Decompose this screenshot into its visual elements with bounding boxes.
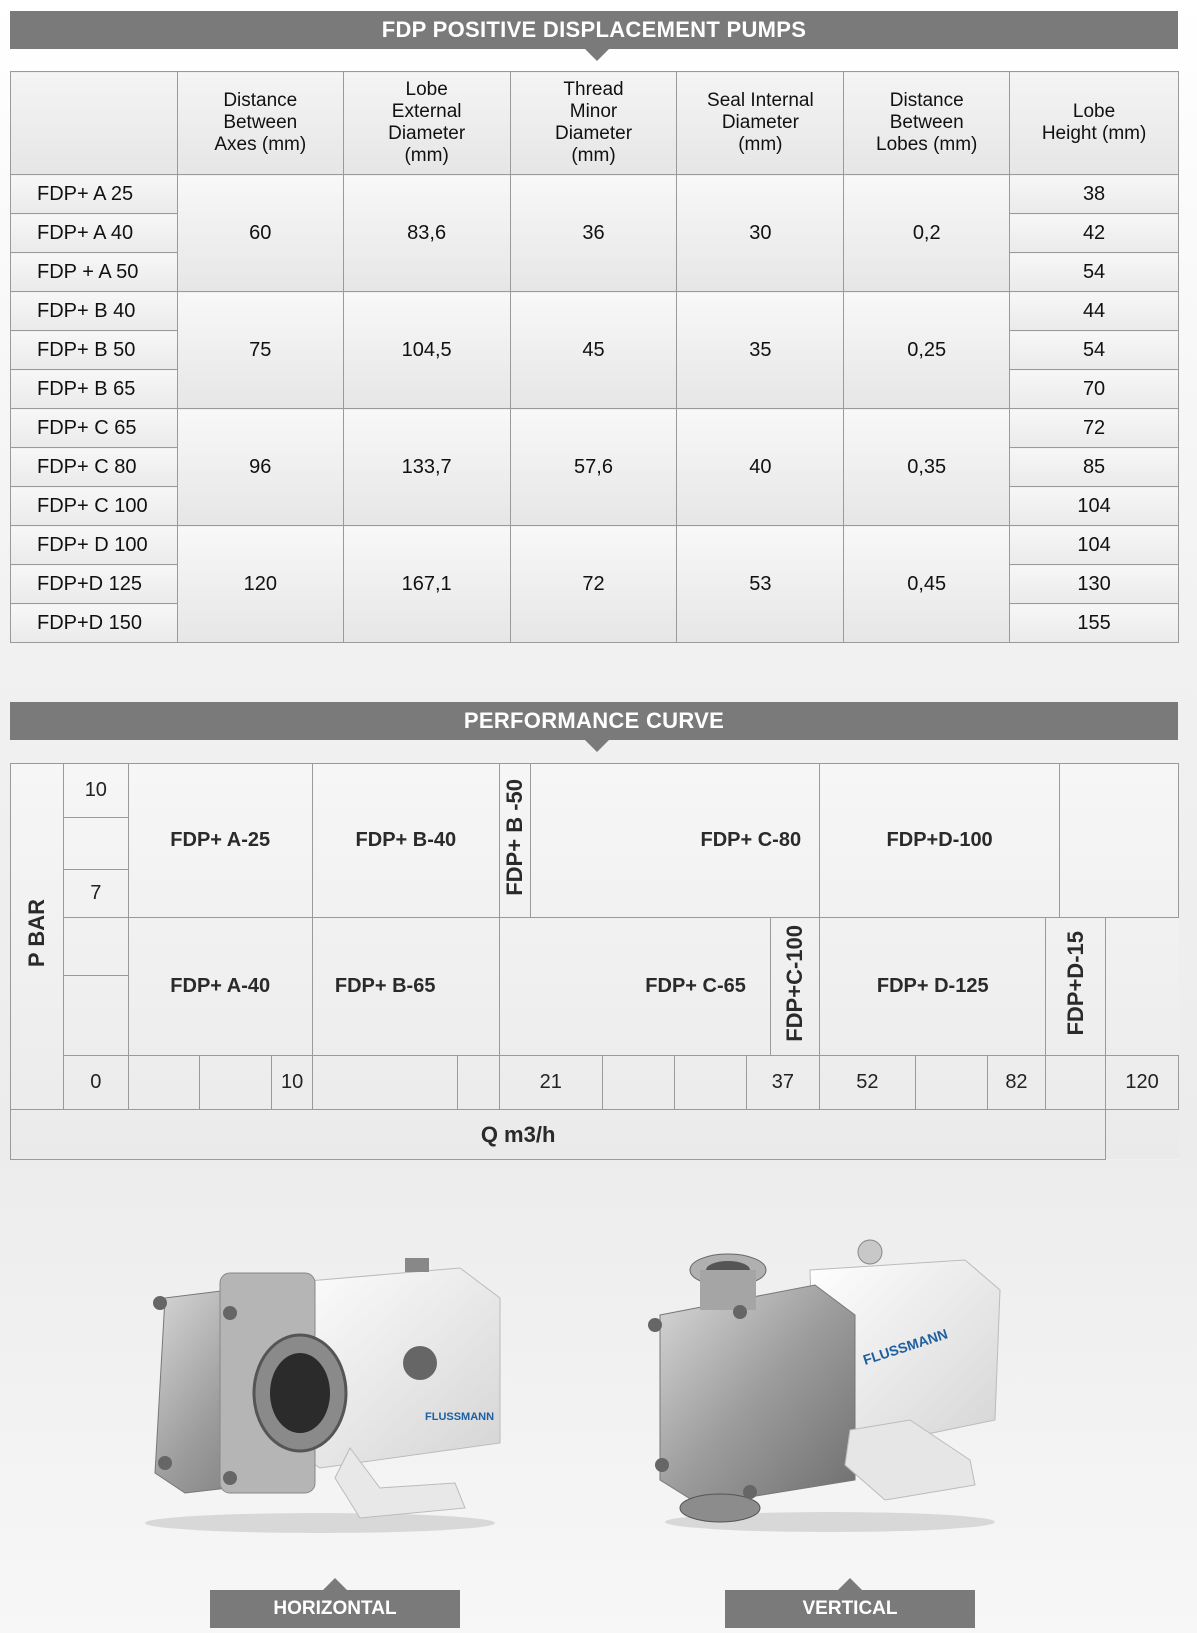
axes-cell: 60: [177, 175, 343, 292]
p-tick: 10: [64, 764, 129, 818]
model-cell: FDP + A 50: [11, 253, 178, 292]
model-cell: FDP+ C 100: [11, 487, 178, 526]
p-tick-empty: [64, 918, 129, 976]
q-tick: 37: [746, 1056, 820, 1110]
q-tick: 52: [820, 1056, 916, 1110]
seal-cell: 53: [677, 526, 844, 643]
region-d100: FDP+D-100: [820, 764, 1060, 918]
q-tick: 120: [1106, 1056, 1179, 1110]
lobes-dist-cell: 0,2: [844, 175, 1010, 292]
x-axis-label: Q m3/h: [11, 1110, 1106, 1160]
pressure-row-10: [11, 764, 1179, 818]
spec-table: [10, 71, 1179, 643]
region-empty-top: [1060, 764, 1179, 918]
q-label-row: [11, 1110, 1179, 1160]
brand-logo: FLUSSMANN: [425, 1411, 495, 1423]
horizontal-label: HORIZONTAL: [210, 1590, 460, 1628]
q-tick: [602, 1056, 674, 1110]
thread-cell: 72: [510, 526, 677, 643]
y-axis-label: P BAR: [24, 899, 50, 968]
height-cell: 155: [1010, 604, 1179, 643]
lobe-ext-cell: 104,5: [343, 292, 510, 409]
model-cell: FDP+ B 40: [11, 292, 178, 331]
table-row: [11, 409, 1179, 448]
lobes-dist-cell: 0,45: [844, 526, 1010, 643]
table-row: [11, 526, 1179, 565]
spec-title: FDP POSITIVE DISPLACEMENT PUMPS: [381, 17, 807, 42]
model-cell: FDP+ A 40: [11, 214, 178, 253]
height-cell: 130: [1010, 565, 1179, 604]
axes-cell: 120: [177, 526, 343, 643]
q-axis-row: [11, 1056, 1179, 1110]
model-cell: FDP+D 125: [11, 565, 178, 604]
perf-title: PERFORMANCE CURVE: [463, 708, 725, 733]
axes-cell: 96: [177, 409, 343, 526]
height-cell: 42: [1010, 214, 1179, 253]
table-row: [11, 292, 1179, 331]
spec-banner: [10, 11, 1178, 49]
header-lobe-ext: Lobe External Diameter (mm): [343, 72, 510, 175]
model-cell: FDP+ D 100: [11, 526, 178, 565]
table-row: [11, 175, 1179, 214]
label-notch: [837, 1578, 863, 1591]
model-cell: FDP+ C 65: [11, 409, 178, 448]
lobe-ext-cell: 133,7: [343, 409, 510, 526]
brand-logo: FLUSSMANN: [860, 1325, 950, 1368]
region-b40: FDP+ B-40: [312, 764, 499, 918]
q-tick: 0: [64, 1056, 129, 1110]
height-cell: 38: [1010, 175, 1179, 214]
q-tick: 21: [499, 1056, 602, 1110]
horizontal-pump-image: [125, 1238, 520, 1538]
region-b50: FDP+ B -50: [499, 764, 530, 918]
perf-banner: [10, 702, 1178, 740]
q-tick: 10: [272, 1056, 312, 1110]
corner-cell: [11, 72, 178, 175]
seal-cell: 35: [677, 292, 844, 409]
q-tick: [1046, 1056, 1106, 1110]
model-cell: FDP+D 150: [11, 604, 178, 643]
height-cell: 104: [1010, 526, 1179, 565]
thread-cell: 57,6: [510, 409, 677, 526]
q-tick: [200, 1056, 272, 1110]
header-lobes-dist: Distance Between Lobes (mm): [844, 72, 1010, 175]
height-cell: 44: [1010, 292, 1179, 331]
pressure-row-low1: [11, 918, 1179, 976]
region-a25: FDP+ A-25: [128, 764, 312, 918]
p-tick: 7: [64, 870, 129, 918]
label-notch: [322, 1578, 348, 1591]
header-seal: Seal Internal Diameter (mm): [677, 72, 844, 175]
lobes-dist-cell: 0,25: [844, 292, 1010, 409]
height-cell: 85: [1010, 448, 1179, 487]
header-axes: Distance Between Axes (mm): [177, 72, 343, 175]
model-cell: FDP+ B 50: [11, 331, 178, 370]
vertical-pump-image: [640, 1230, 1020, 1540]
p-tick-empty: [64, 976, 129, 1056]
height-cell: 54: [1010, 253, 1179, 292]
height-cell: 104: [1010, 487, 1179, 526]
performance-grid: [10, 763, 1179, 1160]
header-thread: Thread Minor Diameter (mm): [510, 72, 677, 175]
lobe-ext-cell: 83,6: [343, 175, 510, 292]
q-tick: [128, 1056, 200, 1110]
height-cell: 72: [1010, 409, 1179, 448]
height-cell: 54: [1010, 331, 1179, 370]
seal-cell: 40: [677, 409, 844, 526]
thread-cell: 36: [510, 175, 677, 292]
region-c80: FDP+ C-80: [530, 764, 819, 918]
q-tick: 82: [987, 1056, 1046, 1110]
thread-cell: 45: [510, 292, 677, 409]
height-cell: 70: [1010, 370, 1179, 409]
lobes-dist-cell: 0,35: [844, 409, 1010, 526]
region-a40: FDP+ A-40: [128, 918, 312, 1056]
y-axis-cell: [11, 764, 64, 1110]
model-cell: FDP+ A 25: [11, 175, 178, 214]
region-c65: FDP+ C-65: [499, 918, 770, 1056]
banner-notch: [584, 739, 610, 752]
q-tick: [915, 1056, 987, 1110]
lobe-ext-cell: 167,1: [343, 526, 510, 643]
seal-cell: 30: [677, 175, 844, 292]
region-c100: FDP+C-100: [770, 918, 819, 1056]
model-cell: FDP+ C 80: [11, 448, 178, 487]
q-tick: [457, 1056, 499, 1110]
q-tick: [674, 1056, 746, 1110]
p-tick-empty: [64, 818, 129, 870]
banner-notch: [584, 48, 610, 61]
region-b65: FDP+ B-65: [312, 918, 499, 1056]
vertical-label: VERTICAL: [725, 1590, 975, 1628]
axes-cell: 75: [177, 292, 343, 409]
region-d125: FDP+ D-125: [820, 918, 1046, 1056]
region-d15: FDP+D-15: [1046, 918, 1106, 1056]
model-cell: FDP+ B 65: [11, 370, 178, 409]
header-lobe-height: Lobe Height (mm): [1010, 72, 1179, 175]
spec-header-row: [11, 72, 1179, 175]
q-tick: [312, 1056, 457, 1110]
